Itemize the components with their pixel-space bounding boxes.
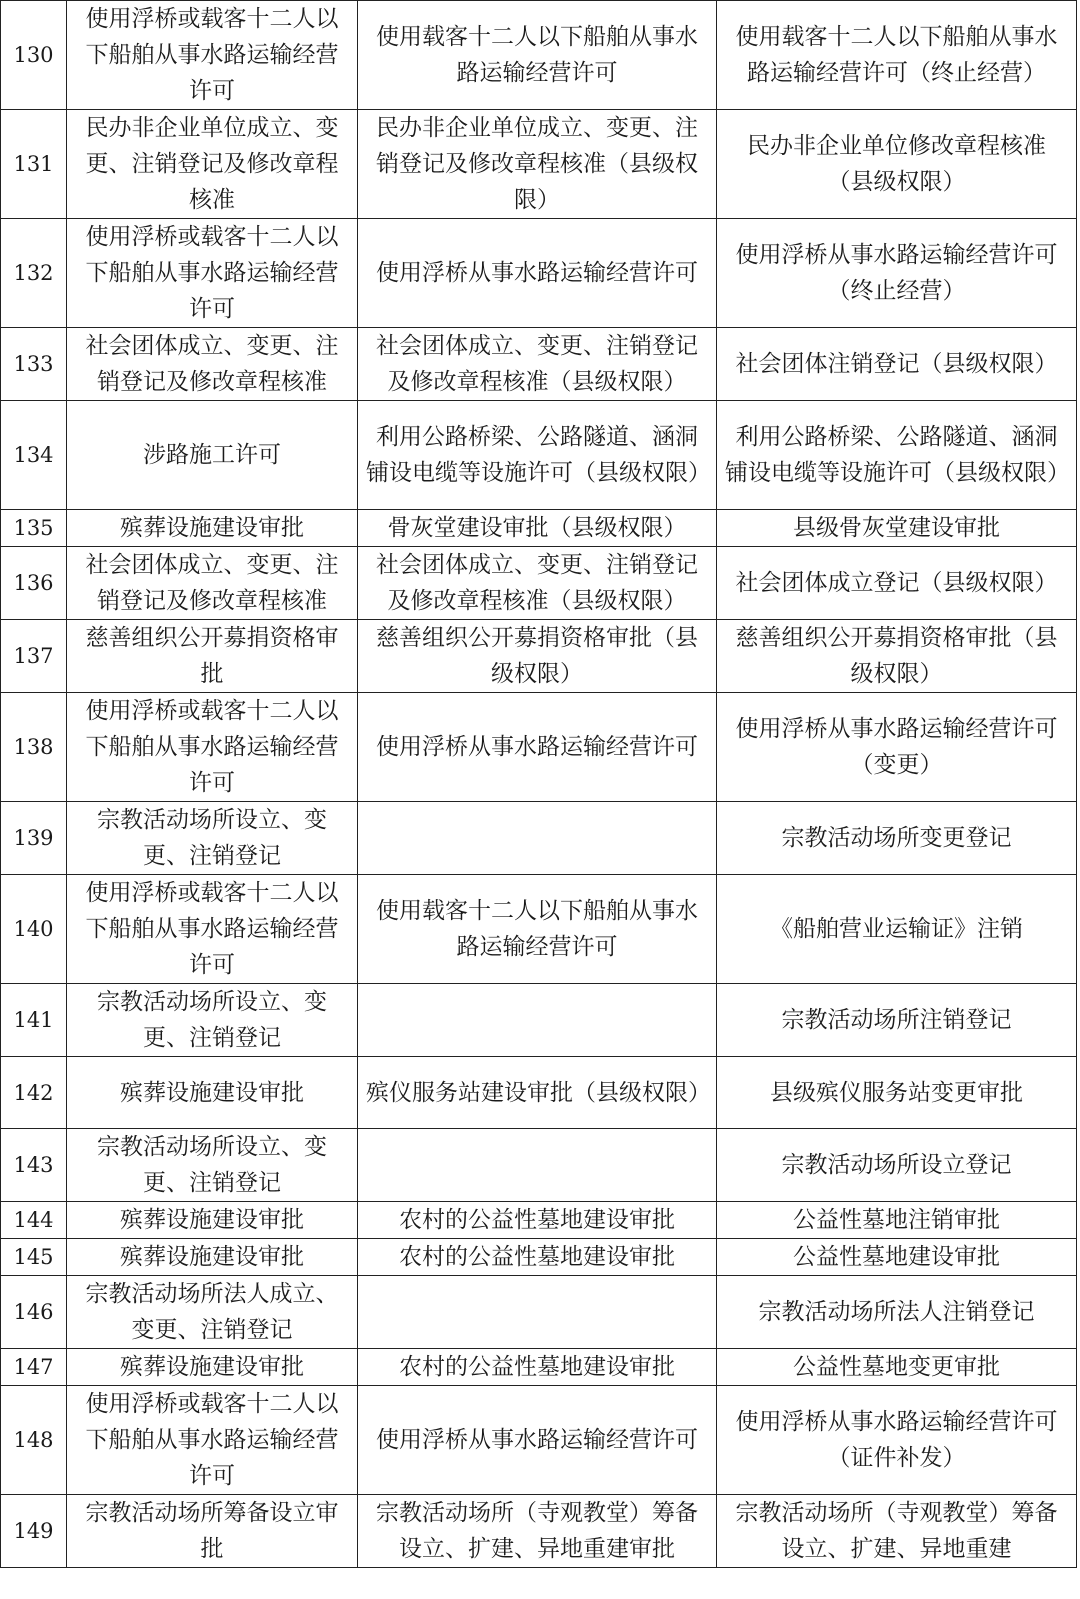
main-item-cell: 殡葬设施建设审批: [67, 1239, 358, 1276]
row-number: 132: [1, 219, 67, 328]
row-number: 146: [1, 1276, 67, 1349]
business-item-cell: 利用公路桥梁、公路隧道、涵洞铺设电缆等设施许可（县级权限）: [717, 401, 1077, 510]
main-item-cell: 宗教活动场所设立、变更、注销登记: [67, 1129, 358, 1202]
business-item-cell: 公益性墓地变更审批: [717, 1349, 1077, 1386]
sub-item-cell: 使用浮桥从事水路运输经营许可: [358, 1386, 717, 1495]
sub-item-cell: 使用浮桥从事水路运输经营许可: [358, 219, 717, 328]
business-item-cell: 公益性墓地建设审批: [717, 1239, 1077, 1276]
sub-item-cell: 利用公路桥梁、公路隧道、涵洞铺设电缆等设施许可（县级权限）: [358, 401, 717, 510]
table-row: [1, 1202, 1077, 1239]
table-row: [1, 1386, 1077, 1495]
business-item-cell: 县级骨灰堂建设审批: [717, 510, 1077, 547]
sub-item-cell: [358, 1129, 717, 1202]
business-item-cell: 宗教活动场所设立登记: [717, 1129, 1077, 1202]
business-item-cell: 使用浮桥从事水路运输经营许可（变更）: [717, 693, 1077, 802]
main-item-cell: 社会团体成立、变更、注销登记及修改章程核准: [67, 328, 358, 401]
table-row: [1, 1057, 1077, 1129]
table-row: [1, 1495, 1077, 1568]
table-row: [1, 1276, 1077, 1349]
business-item-cell: 宗教活动场所变更登记: [717, 802, 1077, 875]
sub-item-cell: 使用载客十二人以下船舶从事水路运输经营许可: [358, 875, 717, 984]
business-item-cell: 县级殡仪服务站变更审批: [717, 1057, 1077, 1129]
main-item-cell: 宗教活动场所筹备设立审批: [67, 1495, 358, 1568]
table-row: [1, 693, 1077, 802]
business-item-cell: 民办非企业单位修改章程核准（县级权限）: [717, 110, 1077, 219]
table-row: [1, 620, 1077, 693]
business-item-cell: 社会团体成立登记（县级权限）: [717, 547, 1077, 620]
table-row: [1, 1239, 1077, 1276]
main-item-cell: 宗教活动场所法人成立、变更、注销登记: [67, 1276, 358, 1349]
business-item-cell: 公益性墓地注销审批: [717, 1202, 1077, 1239]
row-number: 138: [1, 693, 67, 802]
main-item-cell: 使用浮桥或载客十二人以下船舶从事水路运输经营许可: [67, 219, 358, 328]
main-item-cell: 殡葬设施建设审批: [67, 1057, 358, 1129]
sub-item-cell: [358, 802, 717, 875]
table-row: [1, 984, 1077, 1057]
business-item-cell: 社会团体注销登记（县级权限）: [717, 328, 1077, 401]
row-number: 135: [1, 510, 67, 547]
sub-item-cell: 骨灰堂建设审批（县级权限）: [358, 510, 717, 547]
table-row: [1, 875, 1077, 984]
business-item-cell: 使用载客十二人以下船舶从事水路运输经营许可（终止经营）: [717, 1, 1077, 110]
table-row: [1, 510, 1077, 547]
row-number: 140: [1, 875, 67, 984]
business-item-cell: 宗教活动场所注销登记: [717, 984, 1077, 1057]
business-item-cell: 慈善组织公开募捐资格审批（县级权限）: [717, 620, 1077, 693]
row-number: 134: [1, 401, 67, 510]
sub-item-cell: 殡仪服务站建设审批（县级权限）: [358, 1057, 717, 1129]
row-number: 131: [1, 110, 67, 219]
main-item-cell: 使用浮桥或载客十二人以下船舶从事水路运输经营许可: [67, 1, 358, 110]
business-item-cell: 使用浮桥从事水路运输经营许可（终止经营）: [717, 219, 1077, 328]
row-number: 143: [1, 1129, 67, 1202]
sub-item-cell: 宗教活动场所（寺观教堂）筹备设立、扩建、异地重建审批: [358, 1495, 717, 1568]
row-number: 130: [1, 1, 67, 110]
row-number: 147: [1, 1349, 67, 1386]
sub-item-cell: 慈善组织公开募捐资格审批（县级权限）: [358, 620, 717, 693]
row-number: 133: [1, 328, 67, 401]
sub-item-cell: 农村的公益性墓地建设审批: [358, 1349, 717, 1386]
main-item-cell: 宗教活动场所设立、变更、注销登记: [67, 984, 358, 1057]
row-number: 145: [1, 1239, 67, 1276]
row-number: 142: [1, 1057, 67, 1129]
table-row: [1, 1129, 1077, 1202]
sub-item-cell: 使用载客十二人以下船舶从事水路运输经营许可: [358, 1, 717, 110]
business-item-cell: 宗教活动场所法人注销登记: [717, 1276, 1077, 1349]
main-item-cell: 殡葬设施建设审批: [67, 1202, 358, 1239]
row-number: 149: [1, 1495, 67, 1568]
main-item-cell: 慈善组织公开募捐资格审批: [67, 620, 358, 693]
row-number: 139: [1, 802, 67, 875]
main-item-cell: 宗教活动场所设立、变更、注销登记: [67, 802, 358, 875]
row-number: 137: [1, 620, 67, 693]
row-number: 136: [1, 547, 67, 620]
main-item-cell: 社会团体成立、变更、注销登记及修改章程核准: [67, 547, 358, 620]
sub-item-cell: 社会团体成立、变更、注销登记及修改章程核准（县级权限）: [358, 547, 717, 620]
main-item-cell: 涉路施工许可: [67, 401, 358, 510]
table-row: [1, 1349, 1077, 1386]
row-number: 141: [1, 984, 67, 1057]
table-row: [1, 1, 1077, 110]
main-item-cell: 使用浮桥或载客十二人以下船舶从事水路运输经营许可: [67, 1386, 358, 1495]
sub-item-cell: 农村的公益性墓地建设审批: [358, 1202, 717, 1239]
table-row: [1, 401, 1077, 510]
table-row: [1, 110, 1077, 219]
sub-item-cell: 社会团体成立、变更、注销登记及修改章程核准（县级权限）: [358, 328, 717, 401]
main-item-cell: 民办非企业单位成立、变更、注销登记及修改章程核准: [67, 110, 358, 219]
sub-item-cell: 民办非企业单位成立、变更、注销登记及修改章程核准（县级权限）: [358, 110, 717, 219]
row-number: 144: [1, 1202, 67, 1239]
sub-item-cell: [358, 1276, 717, 1349]
table-row: [1, 219, 1077, 328]
row-number: 148: [1, 1386, 67, 1495]
main-item-cell: 殡葬设施建设审批: [67, 510, 358, 547]
business-item-cell: 宗教活动场所（寺观教堂）筹备设立、扩建、异地重建: [717, 1495, 1077, 1568]
business-item-cell: 使用浮桥从事水路运输经营许可（证件补发）: [717, 1386, 1077, 1495]
table-row: [1, 802, 1077, 875]
sub-item-cell: 农村的公益性墓地建设审批: [358, 1239, 717, 1276]
table-row: [1, 547, 1077, 620]
main-item-cell: 使用浮桥或载客十二人以下船舶从事水路运输经营许可: [67, 693, 358, 802]
sub-item-cell: 使用浮桥从事水路运输经营许可: [358, 693, 717, 802]
table-row: [1, 328, 1077, 401]
main-item-cell: 使用浮桥或载客十二人以下船舶从事水路运输经营许可: [67, 875, 358, 984]
sub-item-cell: [358, 984, 717, 1057]
business-item-cell: 《船舶营业运输证》注销: [717, 875, 1077, 984]
main-item-cell: 殡葬设施建设审批: [67, 1349, 358, 1386]
